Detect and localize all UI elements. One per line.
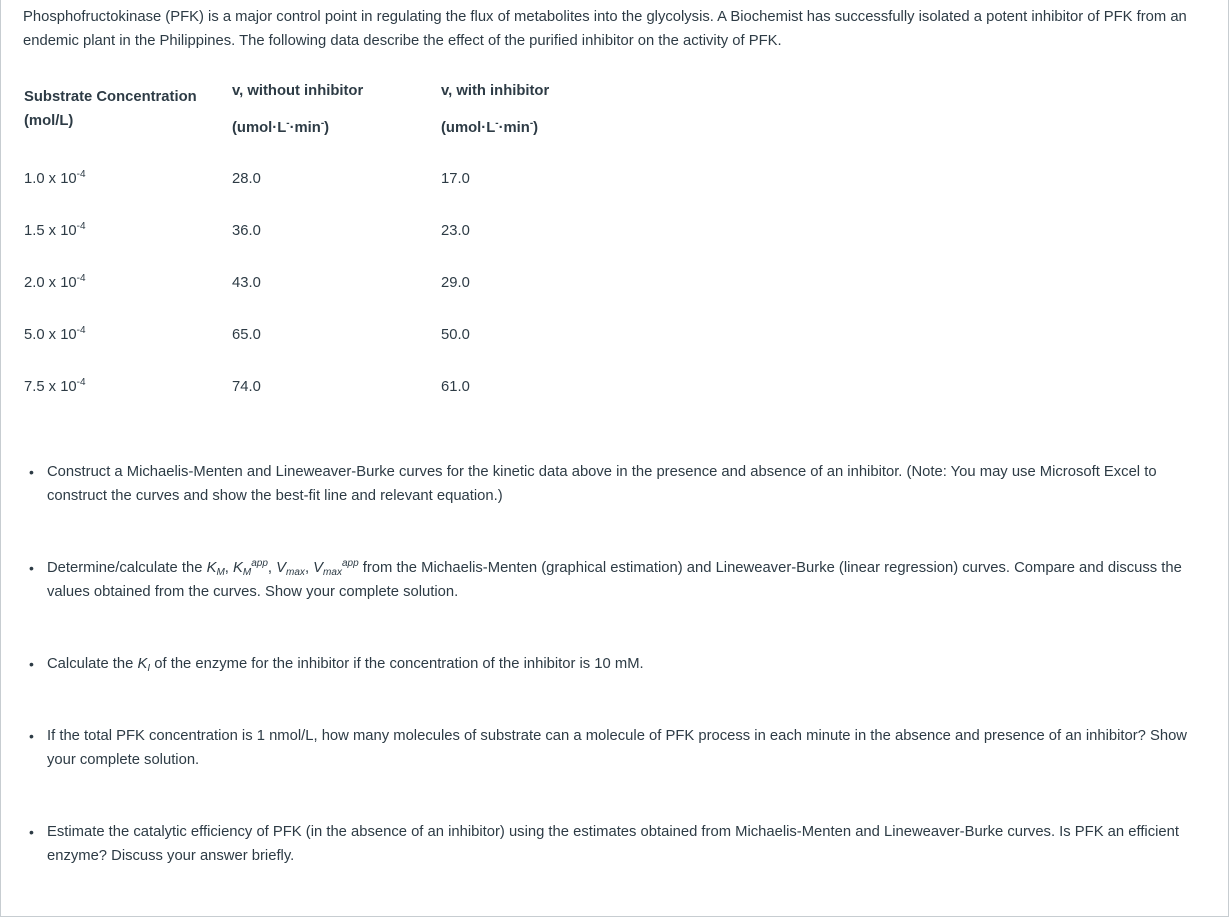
question-5: • Estimate the catalytic efficiency of PFK (in the absence of an inhibitor) using the estimates obtained from Michaelis-Menten and Lineweaver-Burke curves. Is PFK an efficient enzyme? Discuss your answer briefly. [23, 820, 1203, 868]
row-2-concentration: 1.5 x $10^{-4}$ [24, 221, 86, 239]
row-1-concentration: 1.0 x $10^{-4}$ [24, 169, 86, 187]
bullet-icon: • [29, 728, 34, 744]
row-5-concentration: 7.5 x $10^{-4}$ [24, 377, 86, 395]
header-with-unit: (umol·L-·min-) [441, 118, 539, 136]
row-3-with: 29.0 [441, 275, 470, 291]
question-3: • Calculate the $K_I$ of the enzyme for the inhibitor if the concentration of the inhibitor is 10 mM. [23, 652, 1203, 676]
row-1-with: 17.0 [441, 171, 470, 187]
row-4-with: 50.0 [441, 327, 470, 343]
row-2-with: 23.0 [441, 223, 470, 239]
header-without-unit: (umol·L-·min-) [232, 118, 330, 136]
bullet-icon: • [29, 464, 34, 480]
row-1-without: 28.0 [232, 171, 261, 187]
header-with-inhibitor: v, with inhibitor [441, 83, 550, 99]
question-4: • If the total PFK concentration is 1 nmol/L, how many molecules of substrate can a molecule of PFK process in each minute in the absence and presence of an inhibitor? Show your complete solution. [23, 724, 1203, 772]
header-substrate: Substrate Concentration [24, 89, 197, 105]
header-substrate-unit: (mol/L) [24, 113, 74, 129]
row-2-without: 36.0 [232, 223, 261, 239]
row-4-concentration: 5.0 x $10^{-4}$ [24, 325, 86, 343]
question-2: • Determine/calculate the $K_M$, $K_M^{app}$, $V_{max}$, $V_{max}^{app}$ from the Michaelis-Menten (graphical estimation) and Lineweaver-Burke (linear regression) curves. Compare and discuss the values obtained from the curves. Show your complete solution. [29, 558, 1182, 600]
bullet-icon: • [29, 824, 34, 840]
row-3-without: 43.0 [232, 275, 261, 291]
row-5-without: 74.0 [232, 379, 261, 395]
bullet-icon: • [29, 560, 34, 576]
header-without-inhibitor: v, without inhibitor [232, 83, 364, 99]
question-1: • Construct a Michaelis-Menten and Lineweaver-Burke curves for the kinetic data above in the presence and absence of an inhibitor. (Note: You may use Microsoft Excel to construct the curves and show the best-fit line and relevant equation.) [23, 460, 1203, 508]
bullet-icon: • [29, 656, 34, 672]
intro-paragraph: Phosphofructokinase (PFK) is a major control point in regulating the flux of metabolites into the glycolysis. A Biochemist has successfully isolated a potent inhibitor of PFK from an endemic plant in the Philippines. The following data describe the effect of the purified inhibitor on the activity of PFK. [23, 9, 1187, 49]
row-5-with: 61.0 [441, 379, 470, 395]
row-4-without: 65.0 [232, 327, 261, 343]
row-3-concentration: 2.0 x $10^{-4}$ [24, 273, 86, 291]
